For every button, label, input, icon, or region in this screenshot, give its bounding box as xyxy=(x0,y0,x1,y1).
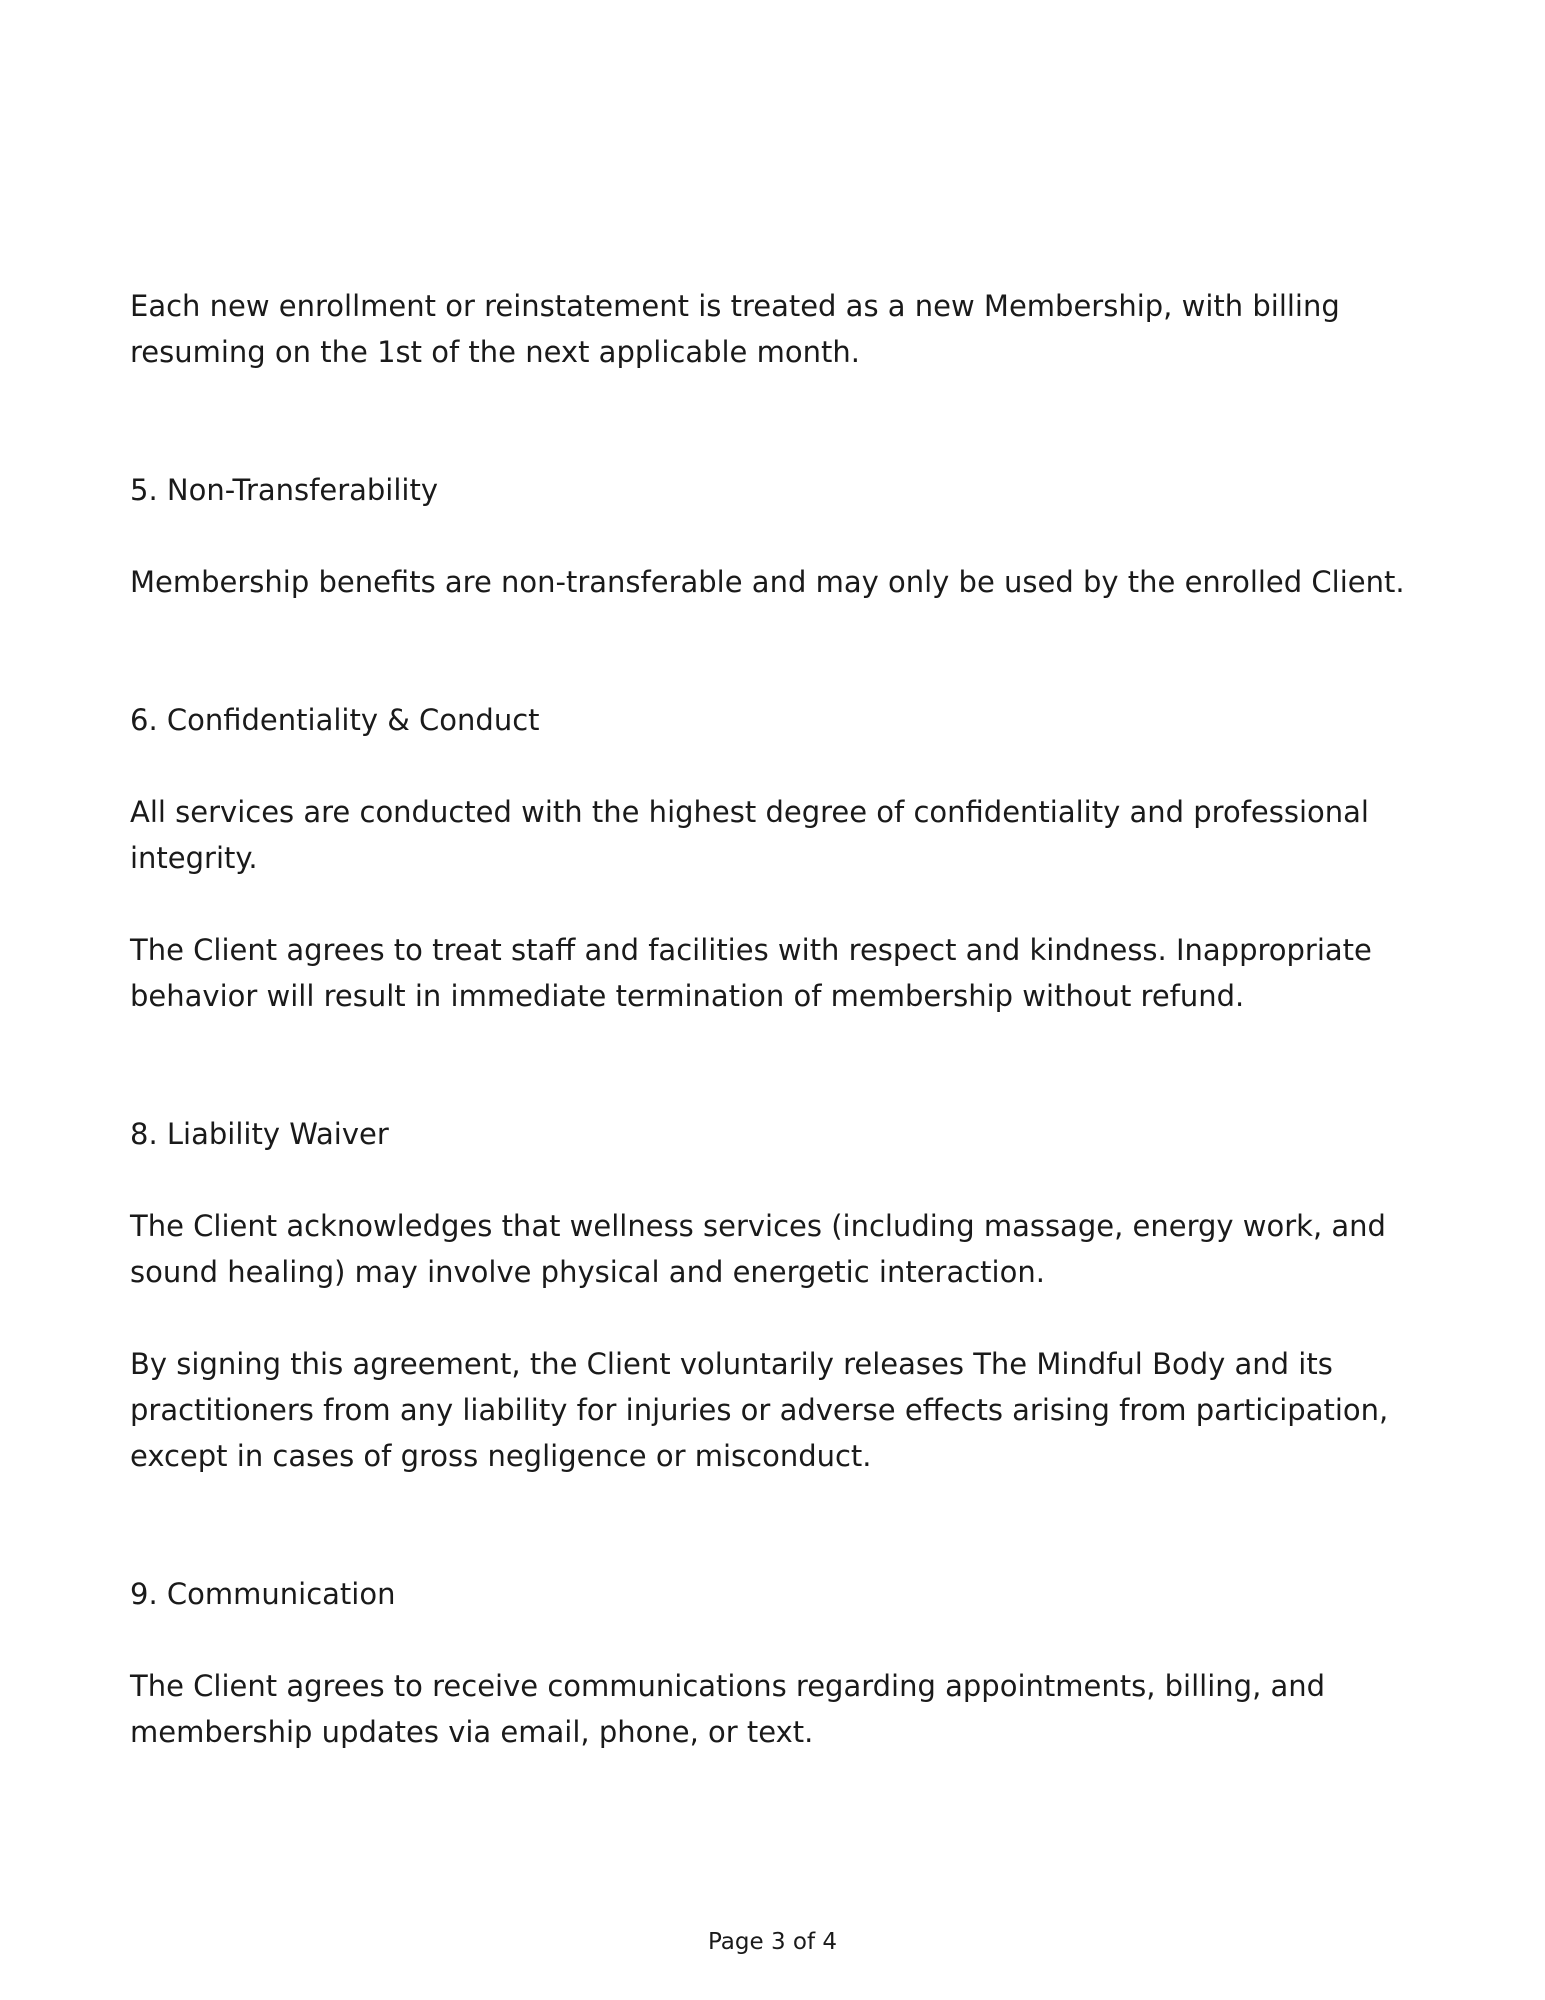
section-liability-waiver xyxy=(130,1111,1430,1479)
page-number: Page 3 of 4 xyxy=(707,1929,838,1955)
section-paragraph: The Client agrees to receive communications regarding appointments, billing, and membership updates via email, phone, or text. xyxy=(130,1669,1326,1749)
section-non-transferability xyxy=(130,467,1430,605)
section-paragraph: By signing this agreement, the Client voluntarily releases The Mindful Body and its practitioners from any liability for injuries or adverse effects arising from participation, except in cases of gross negligence or misconduct. xyxy=(130,1347,1389,1473)
section-heading: 5. Non-Transferability xyxy=(130,473,438,507)
document-body xyxy=(130,283,1430,1755)
section-confidentiality-conduct xyxy=(130,697,1430,1019)
section-communication xyxy=(130,1571,1430,1755)
section-heading: 6. Confidentiality & Conduct xyxy=(130,703,540,737)
section-paragraph: The Client agrees to treat staff and facilities with respect and kindness. Inappropriate behavior will result in immediate termination of membership without refund. xyxy=(130,933,1372,1013)
section-heading: 8. Liability Waiver xyxy=(130,1117,389,1151)
intro-paragraph: Each new enrollment or reinstatement is treated as a new Membership, with billing resuming on the 1st of the next applicable month. xyxy=(130,289,1340,369)
section-paragraph: Membership benefits are non-transferable and may only be used by the enrolled Client. xyxy=(130,565,1405,599)
section-paragraph: All services are conducted with the highest degree of confidentiality and professional integrity. xyxy=(130,795,1369,875)
section-paragraph: The Client acknowledges that wellness services (including massage, energy work, and sound healing) may involve physical and energetic interaction. xyxy=(130,1209,1386,1289)
section-heading: 9. Communication xyxy=(130,1577,396,1611)
